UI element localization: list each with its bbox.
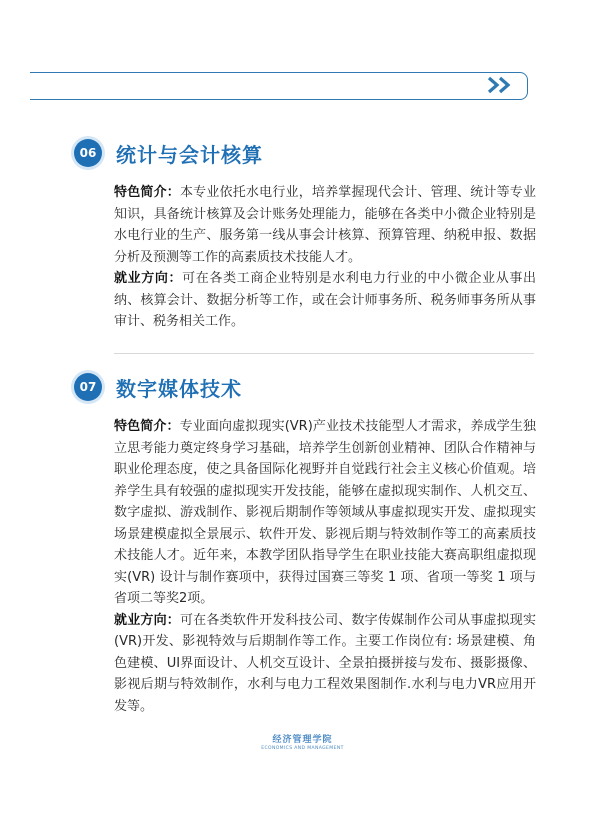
intro-text: 专业面向虚拟现实(VR)产业技术技能型人才需求，养成学生独立思考能力奠定终身学习基础，培养学生创新创业精神、团队合作精神与职业伦理态度，使之具备国际化视野并自觉践行社会主义核心价值观。培养学生具有较强的虚拟现实开发技能，能够在虚拟现实制作、人机交互、数字虚拟、游戏制作、影视后期制作等领域从事虚拟现实开发、虚拟现实场景建模虚拟全景展示、软件开发、影视后期与特效制作等工的高素质技术技能人才。近年来，本教学团队指导学生在职业技能大赛高职组虚拟现实(VR) 设计与制作赛项中，获得过国赛三等奖 1 项、省项一等奖 1 项与省项二等奖2项。: [114, 419, 536, 606]
job-label: 就业方向：: [114, 271, 183, 286]
section-body: [114, 182, 536, 333]
section-header: [74, 372, 544, 402]
intro-paragraph: [114, 182, 536, 268]
section-number-badge: 06: [74, 139, 102, 167]
top-banner: [30, 72, 528, 100]
intro-text: 本专业依托水电行业，培养掌握现代会计、管理、统计等专业知识，具备统计核算及会计账务处理能力，能够在各类中小微企业特别是水电行业的生产、服务第一线从事会计核算、预算管理、纳税申报、数据分析及预测等工作的高素质技术技能人才。: [114, 185, 536, 265]
job-text: 可在各类工商企业特别是水利电力行业的中小微企业从事出纳、核算会计、数据分析等工作，或在会计师事务所、税务师事务所从事审计、税务相关工作。: [114, 271, 536, 329]
double-chevron-right-icon: [487, 76, 519, 94]
section-header: [74, 138, 544, 168]
footer-school-name-en: ECONOMICS AND MANAGEMENT: [261, 746, 344, 751]
job-label: 就业方向：: [114, 612, 180, 628]
section-statistics-accounting: [74, 138, 544, 333]
section-digital-media: [74, 372, 544, 717]
intro-label: 特色简介：: [114, 185, 180, 200]
section-body: [114, 416, 536, 717]
intro-paragraph: [114, 416, 536, 610]
footer-logo: [0, 732, 605, 751]
job-text: 可在各类软件开发科技公司、数字传媒制作公司从事虚拟现实(VR)开发、影视特效与后期制作等工作。主要工作岗位有: 场景建模、角色建模、UI界面设计、人机交互设计、全景拍摄拼接与发布、摄影摄像、影视后期与特效制作，水利与电力工程效果图制作.水利与电力VR应用开发等。: [114, 612, 536, 714]
section-title: 统计与会计核算: [116, 142, 263, 167]
footer-school-name: 经济管理学院: [272, 735, 333, 745]
job-paragraph: [114, 268, 536, 333]
section-divider: [114, 353, 534, 354]
section-title: 数字媒体技术: [116, 376, 242, 401]
intro-label: 特色简介：: [114, 419, 180, 434]
section-number-badge: 07: [74, 373, 102, 401]
job-paragraph: [114, 610, 536, 718]
